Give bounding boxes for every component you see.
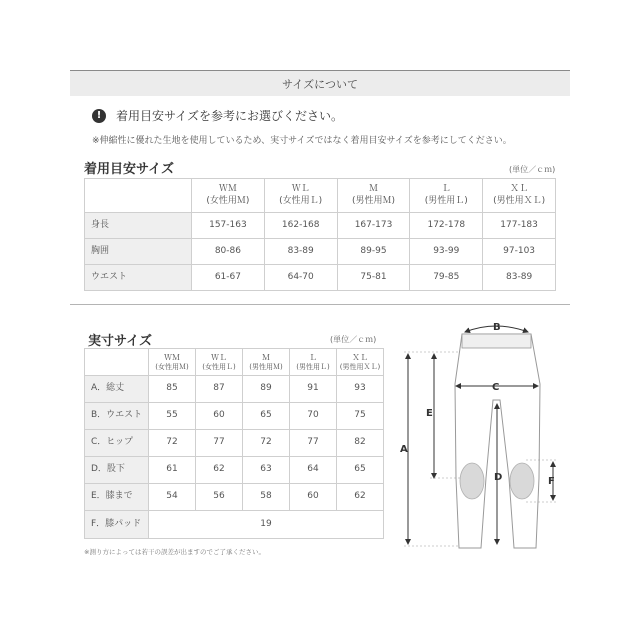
table-cell: 64	[290, 457, 337, 484]
table-cell: 82	[337, 430, 384, 457]
table-cell: 80-86	[192, 239, 265, 265]
knee-pad-left	[460, 463, 484, 499]
table-cell: 83-89	[483, 265, 556, 291]
table-cell: 172-178	[410, 213, 483, 239]
table-header-row	[85, 349, 384, 376]
column-header: ＸＬ (男性用ＸＬ)	[337, 349, 384, 376]
column-header: ＷＬ (女性用Ｌ)	[196, 349, 243, 376]
table-cell: 62	[337, 484, 384, 511]
table-cell: 72	[243, 430, 290, 457]
table-cell: 83-89	[264, 239, 337, 265]
table-cell: 162-168	[264, 213, 337, 239]
wear-guide-title: 着用目安サイズ	[84, 162, 174, 177]
row-label: C．ヒップ	[85, 430, 149, 457]
column-header: ＸＬ (男性用ＸＬ)	[483, 179, 556, 213]
table-cell: 87	[196, 376, 243, 403]
table-row	[85, 403, 384, 430]
label-a: A	[400, 444, 408, 455]
table-cell: 58	[243, 484, 290, 511]
table-cell: 65	[337, 457, 384, 484]
table-cell: 60	[196, 403, 243, 430]
table-row	[85, 430, 384, 457]
table-cell: 89-95	[337, 239, 410, 265]
column-header: ＷＭ (女性用Ｍ)	[149, 349, 196, 376]
table-cell: 89	[243, 376, 290, 403]
actual-size-title: 実寸サイズ	[88, 334, 152, 349]
exclamation-icon: !	[92, 109, 106, 123]
actual-size-table	[84, 348, 384, 539]
notice-text: 着用目安サイズを参考にお選びください。	[116, 109, 344, 123]
column-header: Ｍ (男性用Ｍ)	[243, 349, 290, 376]
table-cell: 79-85	[410, 265, 483, 291]
notice	[92, 107, 343, 124]
section-header	[70, 70, 570, 96]
table-cell: 167-173	[337, 213, 410, 239]
table-row	[85, 457, 384, 484]
table-corner	[85, 179, 192, 213]
table-cell: 85	[149, 376, 196, 403]
column-header: Ｍ (男性用Ｍ)	[337, 179, 410, 213]
table-cell: 75	[337, 403, 384, 430]
table-row	[85, 484, 384, 511]
label-f: F	[548, 476, 555, 487]
wear-guide-table	[84, 178, 556, 291]
table-cell: 77	[196, 430, 243, 457]
wear-guide-unit: (単位／ｃｍ)	[509, 165, 556, 174]
table-cell: 64-70	[264, 265, 337, 291]
label-c: C	[492, 382, 500, 393]
section-header-title: サイズについて	[282, 77, 358, 91]
knee-pad-right	[510, 463, 534, 499]
table-header-row	[85, 179, 556, 213]
table-cell: 93-99	[410, 239, 483, 265]
row-label: E．膝まで	[85, 484, 149, 511]
section-divider	[70, 304, 570, 305]
table-row	[85, 511, 384, 539]
row-label: ウエスト	[85, 265, 192, 291]
table-cell: 63	[243, 457, 290, 484]
table-cell: 93	[337, 376, 384, 403]
table-cell: 91	[290, 376, 337, 403]
table-cell: 62	[196, 457, 243, 484]
row-label: 胸囲	[85, 239, 192, 265]
table-cell: 61	[149, 457, 196, 484]
table-cell: 60	[290, 484, 337, 511]
waistband	[462, 334, 531, 348]
label-b: B	[493, 322, 501, 333]
label-e: E	[426, 408, 433, 419]
table-row	[85, 239, 556, 265]
table-row	[85, 265, 556, 291]
pants-measurement-diagram	[398, 318, 568, 558]
table-row	[85, 213, 556, 239]
row-label: D．股下	[85, 457, 149, 484]
stretch-note: ※伸縮性に優れた生地を使用しているため、実寸サイズではなく着用目安サイズを参考にしてください。	[92, 136, 512, 146]
table-cell: 157-163	[192, 213, 265, 239]
table-corner	[85, 349, 149, 376]
row-label: A．総丈	[85, 376, 149, 403]
row-label: F．膝パッド	[85, 511, 149, 539]
table-cell: 72	[149, 430, 196, 457]
table-cell: 97-103	[483, 239, 556, 265]
column-header: ＷＭ (女性用Ｍ)	[192, 179, 265, 213]
pants-diagram-svg	[398, 318, 568, 558]
table-cell: 54	[149, 484, 196, 511]
row-label: 身長	[85, 213, 192, 239]
table-cell: 55	[149, 403, 196, 430]
table-cell: 61-67	[192, 265, 265, 291]
row-label: B．ウエスト	[85, 403, 149, 430]
table-row	[85, 376, 384, 403]
table-cell: 75-81	[337, 265, 410, 291]
table-cell: 77	[290, 430, 337, 457]
column-header: Ｌ (男性用Ｌ)	[290, 349, 337, 376]
measurement-footnote: ※測り方によっては若干の誤差が出ますのでご了承ください。	[84, 548, 265, 556]
table-cell: 56	[196, 484, 243, 511]
column-header: ＷＬ (女性用Ｌ)	[264, 179, 337, 213]
table-cell: 19	[149, 511, 384, 539]
column-header: Ｌ (男性用Ｌ)	[410, 179, 483, 213]
table-cell: 177-183	[483, 213, 556, 239]
table-cell: 65	[243, 403, 290, 430]
table-cell: 70	[290, 403, 337, 430]
label-d: D	[494, 472, 503, 483]
actual-size-unit: (単位／ｃｍ)	[330, 335, 377, 344]
